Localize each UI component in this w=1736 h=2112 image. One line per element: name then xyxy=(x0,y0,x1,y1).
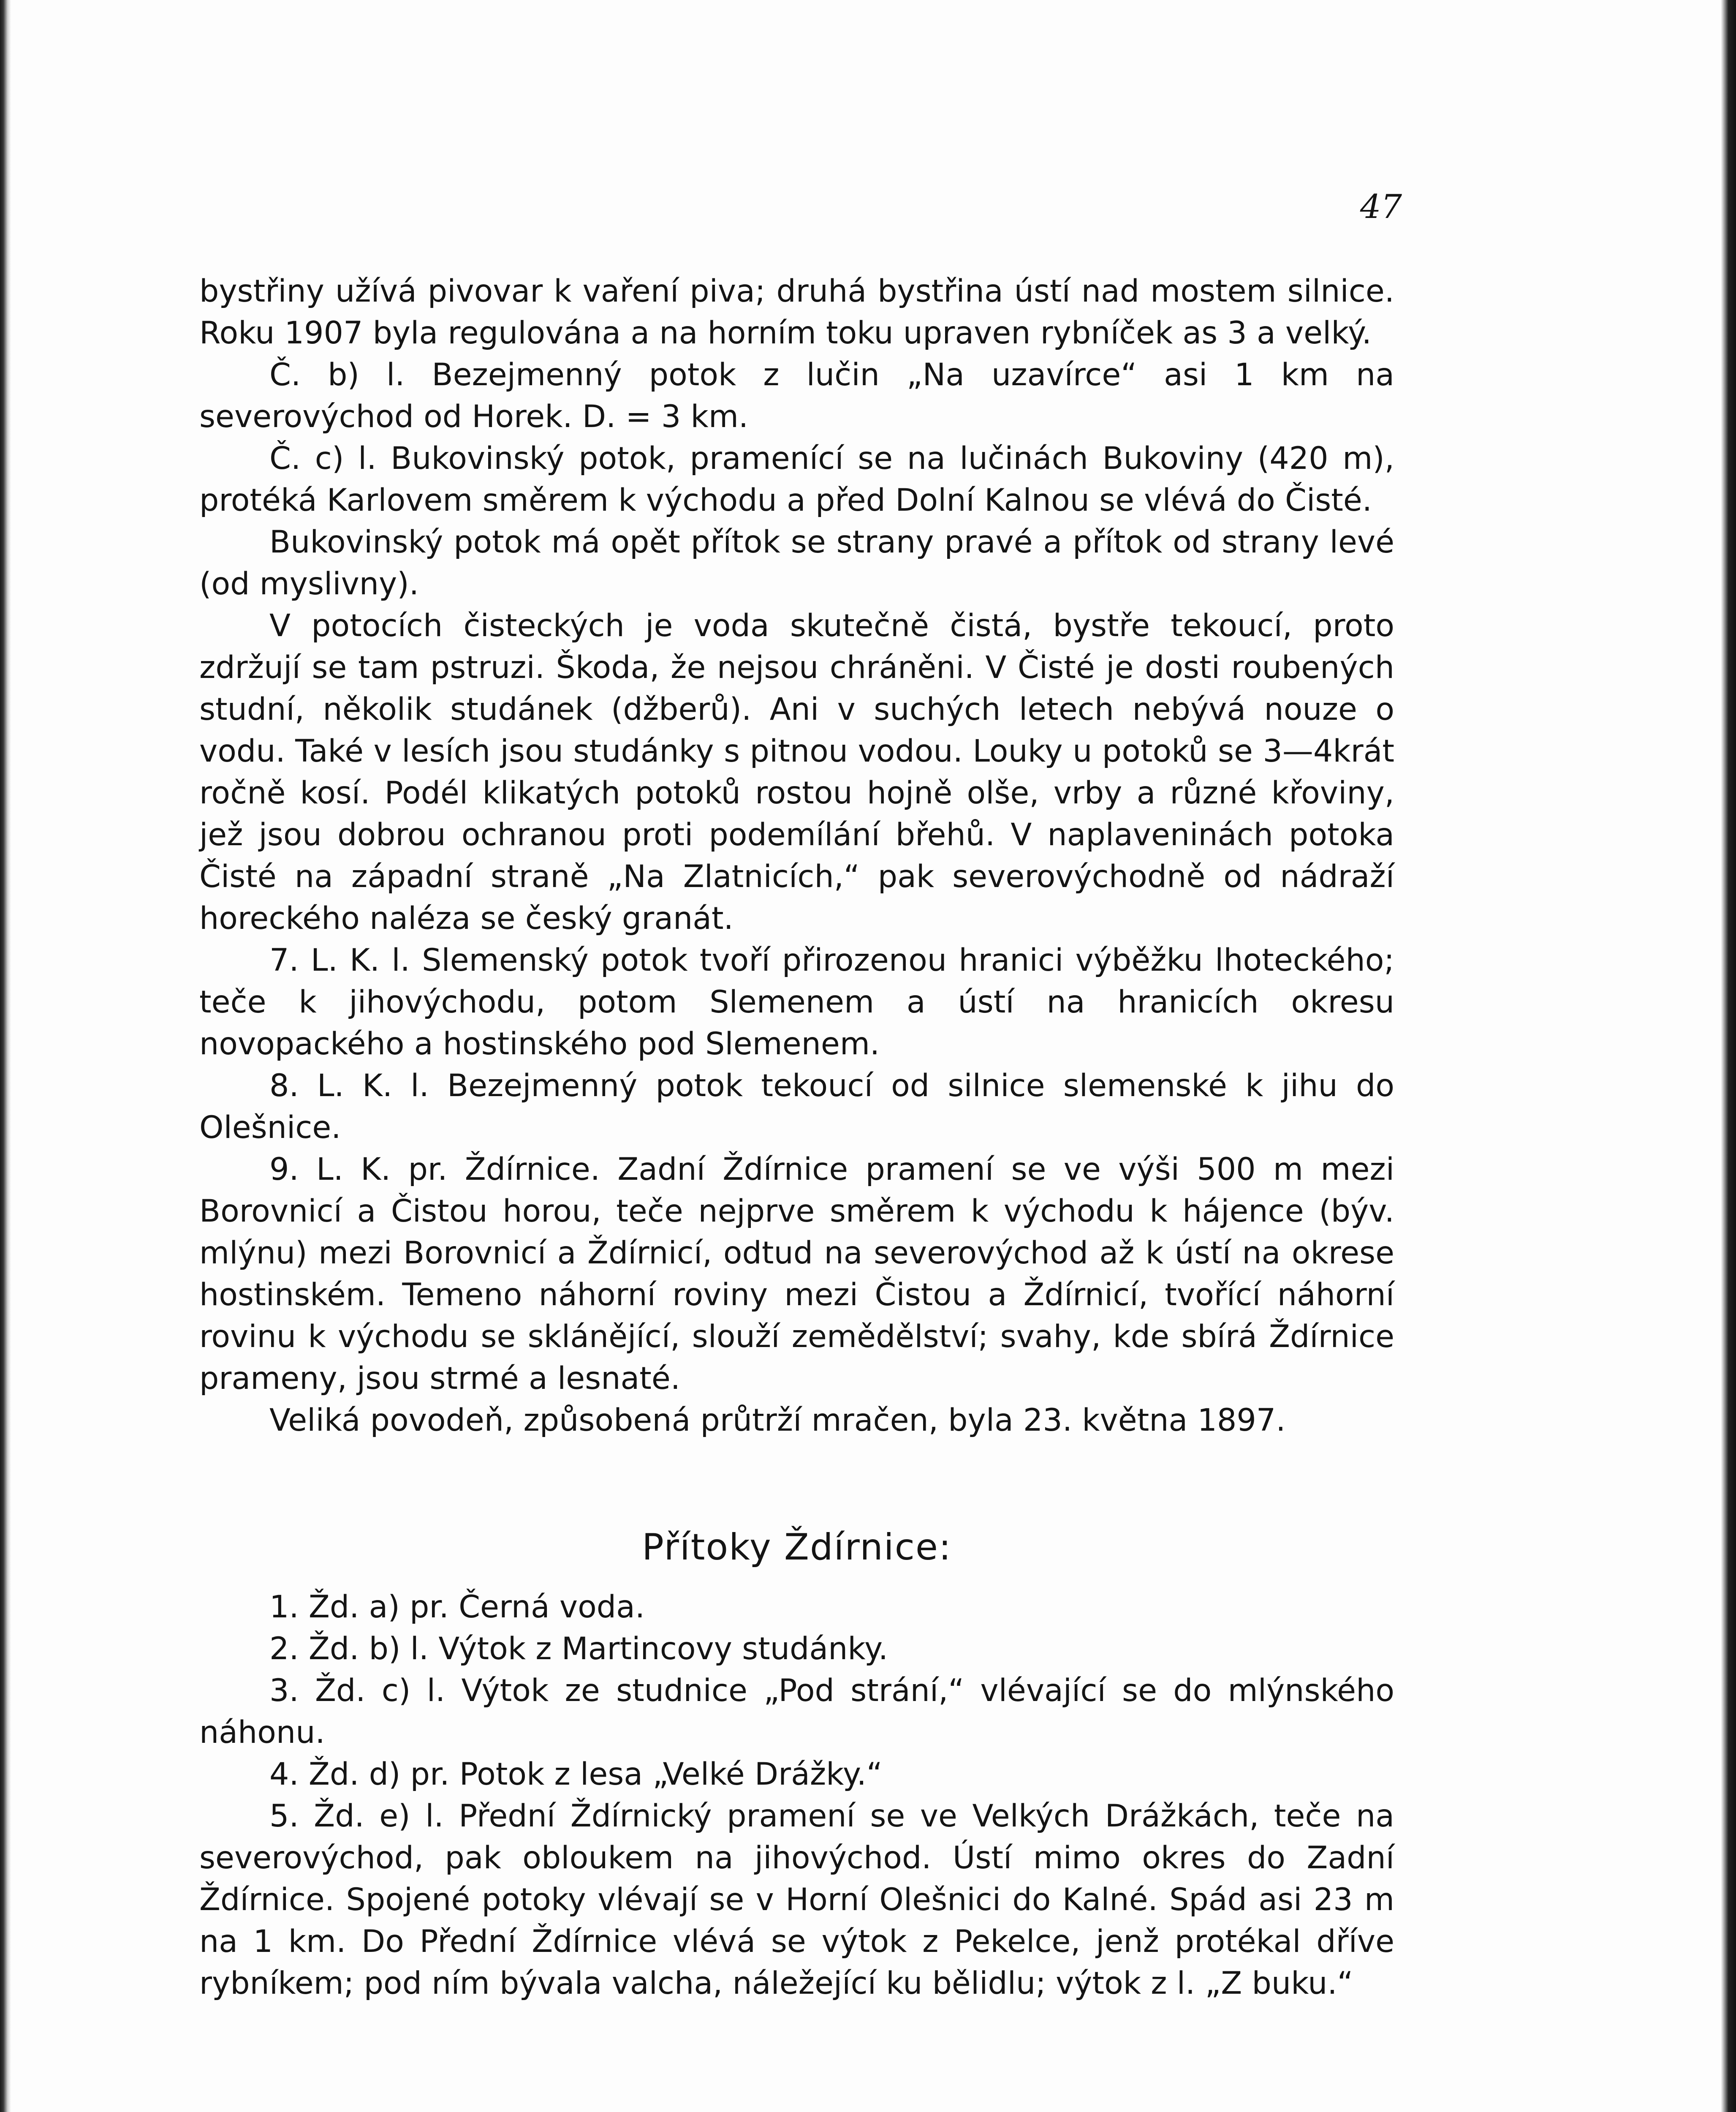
list-item: 3. Žd. c) l. Výtok ze studnice „Pod strání,“ vlévající se do mlýnského náhonu. xyxy=(199,1673,1394,1750)
paragraph: Č. b) l. Bezejmenný potok z lučin „Na uzavírce“ asi 1 km na severovýchod od Horek. D. = 3 km. xyxy=(199,357,1394,435)
scan-edge-left xyxy=(0,0,11,2112)
scan-edge-right xyxy=(1721,0,1736,2112)
paragraph-continuation: bystřiny užívá pivovar k vaření piva; druhá bystřina ústí nad mostem silnice. Roku 1907 byla regulována a na horním toku upraven rybníček as 3 a velký. xyxy=(199,273,1394,351)
paragraph: 7. L. K. l. Slemenský potok tvoří přirozenou hranici výběžku lhoteckého; teče k jihovýchodu, potom Slemenem a ústí na hranicích okresu novopackého a hostinského pod Slemenem. xyxy=(199,942,1394,1062)
list-item: 2. Žd. b) l. Výtok z Martincovy studánky. xyxy=(269,1631,888,1667)
paragraph: 9. L. K. pr. Ždírnice. Zadní Ždírnice pramení se ve výši 500 m mezi Borovnicí a Čistou horou, teče nejprve směrem k východu k hájence (býv. mlýnu) mezi Borovnicí a Ždírnicí, odtud na severovýchod až k ústí na okrese hostinském. Temeno náhorní roviny mezi Čistou a Ždírnicí, tvořící náhorní rovinu k východu se sklánějící, slouží zemědělství; svahy, kde sbírá Ždírnice prameny, jsou strmé a lesnaté. xyxy=(199,1151,1394,1396)
paragraph: Bukovinský potok má opět přítok se strany pravé a přítok od strany levé (od myslivny). xyxy=(199,524,1394,602)
page-number: 47 xyxy=(1360,188,1402,226)
list-item: 5. Žd. e) l. Přední Ždírnický pramení se ve Velkých Drážkách, teče na severovýchod, pak obloukem na jihovýchod. Ústí mimo okres do Zadní Ždírnice. Spojené potoky vlévají se v Horní Olešnici do Kalné. Spád asi 23 m na 1 km. Do Přední Ždírnice vlévá se výtok z Pekelce, jenž protékal dříve rybníkem; pod ním bývala valcha, náležející ku bělidlu; výtok z l. „Z buku.“ xyxy=(199,1798,1394,2001)
main-text xyxy=(199,270,1394,1441)
tributaries-list xyxy=(199,1586,1394,2004)
paragraph: Č. c) l. Bukovinský potok, pramenící se na lučinách Bukoviny (420 m), protéká Karlovem směrem k východu a před Dolní Kalnou se vlévá do Čisté. xyxy=(199,441,1394,518)
list-item: 1. Žd. a) pr. Černá voda. xyxy=(269,1589,645,1625)
paragraph: 8. L. K. l. Bezejmenný potok tekoucí od silnice slemenské k jihu do Olešnice. xyxy=(199,1068,1394,1146)
paragraph: V potocích čisteckých je voda skutečně čistá, bystře tekoucí, proto zdržují se tam pstruzi. Škoda, že nejsou chráněni. V Čisté je dosti roubených studní, několik studánek (džberů). Ani v suchých letech nebývá nouze o vodu. Také v lesích jsou studánky s pitnou vodou. Louky u potoků se 3—4krát ročně kosí. Podél klikatých potoků rostou hojně olše, vrby a různé křoviny, jež jsou dobrou ochranou proti podemílání břehů. V naplaveninách potoka Čisté na západní straně „Na Zlatnicích,“ pak severovýchodně od nádraží horeckého naléza se český granát. xyxy=(199,608,1394,936)
list-item: 4. Žd. d) pr. Potok z lesa „Velké Drážky.“ xyxy=(269,1756,883,1792)
section-heading: Přítoky Ždírnice: xyxy=(642,1526,952,1568)
paragraph: Veliká povodeň, způsobená průtrží mračen, byla 23. května 1897. xyxy=(269,1402,1286,1438)
